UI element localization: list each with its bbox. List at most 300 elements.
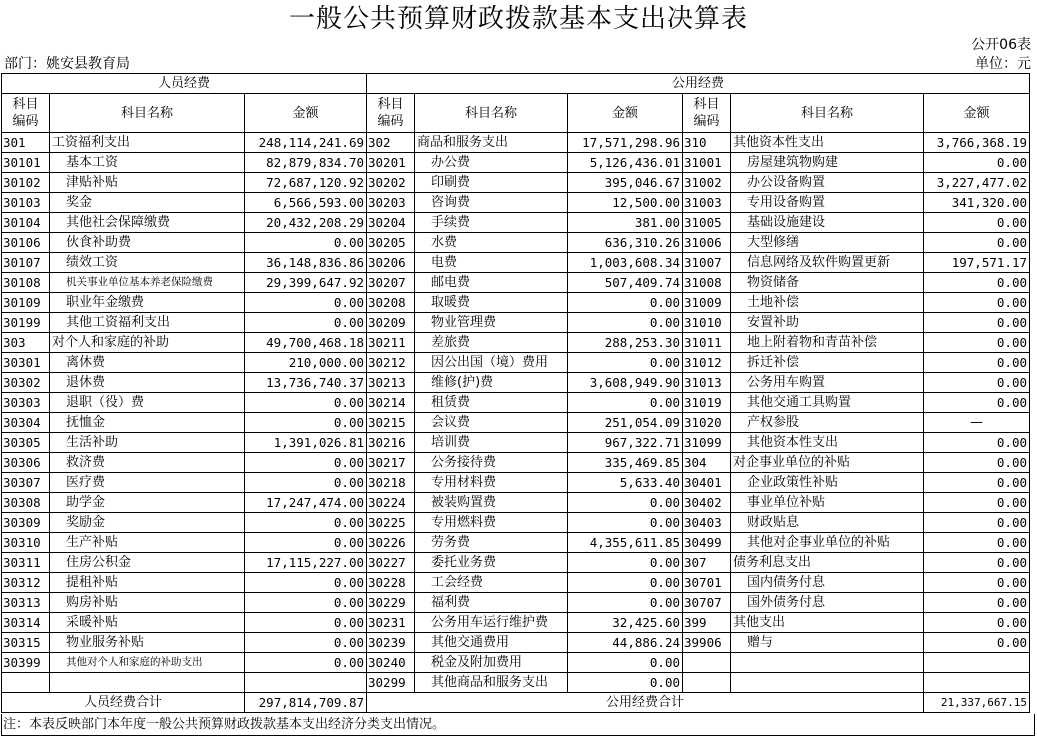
item-name: 公务用车购置 (731, 373, 924, 393)
footnote: 注：本表反映部门本年度一般公共预算财政拨款基本支出经济分类支出情况。 (3, 717, 446, 732)
table-row (2, 413, 1030, 433)
item-name: 债务利息支出 (731, 553, 924, 573)
department-label: 部门：姚安县教育局 (4, 56, 130, 72)
item-name: 奖励金 (50, 513, 245, 533)
item-name: 物业管理费 (415, 313, 568, 333)
item-code: 30313 (2, 593, 50, 613)
item-name: 福利费 (415, 593, 568, 613)
item-code (683, 653, 731, 673)
item-amount: 636,310.26 (568, 233, 683, 253)
item-name: 生产补贴 (50, 533, 245, 553)
table-row (2, 573, 1030, 593)
item-name: 物业服务补贴 (50, 633, 245, 653)
item-code: 30218 (367, 473, 415, 493)
item-amount: 0.00 (245, 613, 367, 633)
item-name: 因公出国（境）费用 (415, 353, 568, 373)
item-amount: 44,886.24 (568, 633, 683, 653)
personnel-total-value: 297,814,709.87 (245, 693, 367, 713)
item-amount (924, 653, 1030, 673)
item-name: 退休费 (50, 373, 245, 393)
item-code: 30307 (2, 473, 50, 493)
item-name: 专用燃料费 (415, 513, 568, 533)
item-name: 公务接待费 (415, 453, 568, 473)
item-amount: 967,322.71 (568, 433, 683, 453)
unit-label: 单位：元 (975, 56, 1031, 72)
item-amount: 0.00 (924, 493, 1030, 513)
item-amount: 5,126,436.01 (568, 153, 683, 173)
table-row (2, 533, 1030, 553)
item-amount: 0.00 (245, 653, 367, 673)
totals-row (2, 693, 1030, 713)
item-code: 30240 (367, 653, 415, 673)
item-amount: 0.00 (924, 353, 1030, 373)
item-code: 30314 (2, 613, 50, 633)
item-amount: 12,500.00 (568, 193, 683, 213)
item-amount: 395,046.67 (568, 173, 683, 193)
item-amount: 0.00 (568, 293, 683, 313)
item-amount: 0.00 (924, 373, 1030, 393)
item-amount: 0.00 (245, 593, 367, 613)
table-row (2, 553, 1030, 573)
item-code: 30214 (367, 393, 415, 413)
item-code: 30227 (367, 553, 415, 573)
item-amount: 0.00 (924, 273, 1030, 293)
item-amount: 0.00 (568, 353, 683, 373)
item-name: 手续费 (415, 213, 568, 233)
item-name: 商品和服务支出 (415, 133, 568, 153)
item-name (731, 653, 924, 673)
item-name: 印刷费 (415, 173, 568, 193)
item-amount: 210,000.00 (245, 353, 367, 373)
item-code: 30202 (367, 173, 415, 193)
item-code: 301 (2, 133, 50, 153)
item-code: 30211 (367, 333, 415, 353)
item-code: 303 (2, 333, 50, 353)
item-name: 地上附着物和青苗补偿 (731, 333, 924, 353)
item-name: 财政贴息 (731, 513, 924, 533)
item-amount: 0.00 (568, 553, 683, 573)
item-name: 水费 (415, 233, 568, 253)
item-code: 30315 (2, 633, 50, 653)
form-number: 公开06表 (971, 37, 1031, 53)
item-code: 30226 (367, 533, 415, 553)
item-name: 物资储备 (731, 273, 924, 293)
item-code: 30102 (2, 173, 50, 193)
item-code: 30231 (367, 613, 415, 633)
item-amount: 5,633.40 (568, 473, 683, 493)
item-amount: 0.00 (245, 513, 367, 533)
item-amount: 72,687,120.92 (245, 173, 367, 193)
code-header-text: 科目 编码 (377, 97, 404, 129)
item-amount: 36,148,836.86 (245, 253, 367, 273)
item-code: 39906 (683, 633, 731, 653)
item-name: 委托业务费 (415, 553, 568, 573)
item-code: 30209 (367, 313, 415, 333)
item-name: 其他交通工具购置 (731, 393, 924, 413)
table-row (2, 473, 1030, 493)
amount-header: 金额 (924, 94, 1030, 133)
item-code: 30402 (683, 493, 731, 513)
item-amount: 13,736,740.37 (245, 373, 367, 393)
item-amount: 1,391,026.81 (245, 433, 367, 453)
item-name: 专用材料费 (415, 473, 568, 493)
item-amount: 341,320.00 (924, 193, 1030, 213)
item-name: 其他社会保障缴费 (50, 213, 245, 233)
item-code: 30399 (2, 653, 50, 673)
item-name: 机关事业单位基本养老保险缴费 (50, 273, 245, 293)
item-amount: 0.00 (924, 513, 1030, 533)
item-amount: 0.00 (924, 313, 1030, 333)
item-name: 其他交通费用 (415, 633, 568, 653)
expenditure-table (1, 73, 1030, 713)
personnel-total-label: 人员经费合计 (2, 693, 245, 713)
table-row (2, 173, 1030, 193)
item-amount: 0.00 (924, 453, 1030, 473)
name-header: 科目名称 (415, 94, 568, 133)
item-code: 31006 (683, 233, 731, 253)
item-amount: 0.00 (245, 293, 367, 313)
item-amount: 0.00 (924, 573, 1030, 593)
item-amount (245, 673, 367, 693)
item-name: 津贴补贴 (50, 173, 245, 193)
code-header (683, 94, 731, 133)
table-row (2, 673, 1030, 693)
personnel-header: 人员经费 (2, 74, 367, 94)
item-name: 取暖费 (415, 293, 568, 313)
item-code: 30303 (2, 393, 50, 413)
item-amount: 0.00 (245, 473, 367, 493)
table-row (2, 493, 1030, 513)
item-name: 办公设备购置 (731, 173, 924, 193)
item-code: 307 (683, 553, 731, 573)
item-code: 30204 (367, 213, 415, 233)
item-amount: 0.00 (924, 553, 1030, 573)
item-code: 30229 (367, 593, 415, 613)
item-amount: 0.00 (924, 213, 1030, 233)
item-amount: 1,003,608.34 (568, 253, 683, 273)
item-amount: 0.00 (245, 453, 367, 473)
item-amount: 0.00 (568, 593, 683, 613)
item-amount: 6,566,593.00 (245, 193, 367, 213)
item-name: 赠与 (731, 633, 924, 653)
item-amount: 0.00 (924, 153, 1030, 173)
table-row (2, 253, 1030, 273)
item-code: 31003 (683, 193, 731, 213)
item-code: 31005 (683, 213, 731, 233)
item-name: 维修(护)费 (415, 373, 568, 393)
item-name: 职业年金缴费 (50, 293, 245, 313)
code-header-text: 科目 编码 (12, 97, 39, 129)
item-amount: 0.00 (924, 393, 1030, 413)
item-amount: 0.00 (924, 613, 1030, 633)
item-code: 30304 (2, 413, 50, 433)
item-code: 31001 (683, 153, 731, 173)
item-code: 30201 (367, 153, 415, 173)
item-code: 30228 (367, 573, 415, 593)
item-name: 劳务费 (415, 533, 568, 553)
table-row (2, 313, 1030, 333)
item-name: 其他对个人和家庭的补助支出 (50, 653, 245, 673)
item-code: 30109 (2, 293, 50, 313)
table-row (2, 613, 1030, 633)
item-amount: 0.00 (245, 413, 367, 433)
public-header: 公用经费 (367, 74, 1030, 94)
item-name: 产权参股 (731, 413, 924, 433)
item-amount: 0.00 (568, 673, 683, 693)
item-amount: 0.00 (568, 513, 683, 533)
item-code: 30205 (367, 233, 415, 253)
table-row (2, 373, 1030, 393)
item-code: 31002 (683, 173, 731, 193)
item-amount: 251,054.09 (568, 413, 683, 433)
item-code: 31007 (683, 253, 731, 273)
item-code: 30106 (2, 233, 50, 253)
item-amount: 335,469.85 (568, 453, 683, 473)
item-name: 咨询费 (415, 193, 568, 213)
item-code: 30217 (367, 453, 415, 473)
item-name: 住房公积金 (50, 553, 245, 573)
table-row (2, 273, 1030, 293)
item-code: 30312 (2, 573, 50, 593)
item-amount: 507,409.74 (568, 273, 683, 293)
item-code: 30104 (2, 213, 50, 233)
item-code: 30215 (367, 413, 415, 433)
public-total-value: 21,337,667.15 (924, 693, 1030, 713)
item-name: 奖金 (50, 193, 245, 213)
item-amount: 381.00 (568, 213, 683, 233)
item-name: 基础设施建设 (731, 213, 924, 233)
item-name: 培训费 (415, 433, 568, 453)
name-header: 科目名称 (731, 94, 924, 133)
item-amount: 0.00 (924, 233, 1030, 253)
item-amount: — (924, 413, 1030, 433)
amount-header: 金额 (245, 94, 367, 133)
item-name: 生活补助 (50, 433, 245, 453)
table-row (2, 213, 1030, 233)
item-code: 30224 (367, 493, 415, 513)
item-code: 30216 (367, 433, 415, 453)
item-name: 离休费 (50, 353, 245, 373)
item-amount: 3,766,368.19 (924, 133, 1030, 153)
code-header-text: 科目 编码 (693, 97, 720, 129)
item-amount: 0.00 (924, 333, 1030, 353)
item-code: 30212 (367, 353, 415, 373)
item-code: 31008 (683, 273, 731, 293)
table-row (2, 453, 1030, 473)
item-name: 房屋建筑物购建 (731, 153, 924, 173)
item-amount: 17,247,474.00 (245, 493, 367, 513)
name-header: 科目名称 (50, 94, 245, 133)
item-code (683, 673, 731, 693)
table-row (2, 393, 1030, 413)
item-code: 30302 (2, 373, 50, 393)
table-row (2, 433, 1030, 453)
item-name: 大型修缮 (731, 233, 924, 253)
item-code: 399 (683, 613, 731, 633)
item-name: 工会经费 (415, 573, 568, 593)
item-name: 基本工资 (50, 153, 245, 173)
item-code: 30301 (2, 353, 50, 373)
item-code: 30206 (367, 253, 415, 273)
item-code (2, 673, 50, 693)
item-amount: 20,432,208.29 (245, 213, 367, 233)
item-amount: 0.00 (568, 653, 683, 673)
item-code: 30103 (2, 193, 50, 213)
item-name: 专用设备购置 (731, 193, 924, 213)
item-amount: 288,253.30 (568, 333, 683, 353)
item-name: 其他对企事业单位的补贴 (731, 533, 924, 553)
item-name: 其他工资福利支出 (50, 313, 245, 333)
item-name: 被装购置费 (415, 493, 568, 513)
item-amount: 29,399,647.92 (245, 273, 367, 293)
item-amount: 0.00 (924, 633, 1030, 653)
item-amount: 0.00 (568, 393, 683, 413)
item-name: 抚恤金 (50, 413, 245, 433)
item-name: 租赁费 (415, 393, 568, 413)
item-code: 30306 (2, 453, 50, 473)
table-row (2, 153, 1030, 173)
item-amount: 3,227,477.02 (924, 173, 1030, 193)
table-row (2, 133, 1030, 153)
item-name: 采暖补贴 (50, 613, 245, 633)
item-code: 30299 (367, 673, 415, 693)
item-amount: 0.00 (245, 633, 367, 653)
item-code: 31012 (683, 353, 731, 373)
item-amount: 32,425.60 (568, 613, 683, 633)
item-name: 其他支出 (731, 613, 924, 633)
item-code: 30707 (683, 593, 731, 613)
item-code: 30203 (367, 193, 415, 213)
item-code: 30701 (683, 573, 731, 593)
item-amount: 197,571.17 (924, 253, 1030, 273)
item-amount: 0.00 (245, 233, 367, 253)
item-amount: 248,114,241.69 (245, 133, 367, 153)
item-code: 31099 (683, 433, 731, 453)
item-amount: 0.00 (245, 393, 367, 413)
item-amount (924, 673, 1030, 693)
item-name: 其他资本性支出 (731, 433, 924, 453)
item-code: 31013 (683, 373, 731, 393)
item-name: 医疗费 (50, 473, 245, 493)
item-name: 电费 (415, 253, 568, 273)
item-amount: 0.00 (568, 493, 683, 513)
item-code: 30239 (367, 633, 415, 653)
item-amount: 0.00 (245, 313, 367, 333)
item-name: 公务用车运行维护费 (415, 613, 568, 633)
item-code: 30311 (2, 553, 50, 573)
item-amount: 0.00 (924, 593, 1030, 613)
table-row (2, 633, 1030, 653)
item-name: 事业单位补贴 (731, 493, 924, 513)
item-name: 对个人和家庭的补助 (50, 333, 245, 353)
item-code: 31011 (683, 333, 731, 353)
item-code: 302 (367, 133, 415, 153)
table-row (2, 653, 1030, 673)
item-name: 绩效工资 (50, 253, 245, 273)
item-name (50, 673, 245, 693)
item-amount: 82,879,834.70 (245, 153, 367, 173)
item-name: 邮电费 (415, 273, 568, 293)
item-code: 30403 (683, 513, 731, 533)
item-name (731, 673, 924, 693)
table-row (2, 193, 1030, 213)
item-amount: 49,700,468.18 (245, 333, 367, 353)
item-amount: 17,115,227.00 (245, 553, 367, 573)
item-name: 工资福利支出 (50, 133, 245, 153)
amount-header: 金额 (568, 94, 683, 133)
item-code: 310 (683, 133, 731, 153)
table-row (2, 293, 1030, 313)
item-amount: 4,355,611.85 (568, 533, 683, 553)
item-amount: 0.00 (245, 533, 367, 553)
item-name: 其他商品和服务支出 (415, 673, 568, 693)
item-code: 30208 (367, 293, 415, 313)
table-body (2, 74, 1030, 713)
column-header-row (2, 94, 1030, 133)
item-name: 会议费 (415, 413, 568, 433)
item-code: 30107 (2, 253, 50, 273)
item-code: 30401 (683, 473, 731, 493)
item-code: 30225 (367, 513, 415, 533)
item-name: 购房补贴 (50, 593, 245, 613)
item-amount: 0.00 (568, 313, 683, 333)
item-code: 31010 (683, 313, 731, 333)
item-code: 31020 (683, 413, 731, 433)
item-name: 伙食补助费 (50, 233, 245, 253)
table-row (2, 593, 1030, 613)
item-amount: 17,571,298.96 (568, 133, 683, 153)
item-code: 30207 (367, 273, 415, 293)
item-code: 30213 (367, 373, 415, 393)
item-amount: 0.00 (924, 473, 1030, 493)
item-amount: 0.00 (924, 293, 1030, 313)
item-name: 救济费 (50, 453, 245, 473)
item-code: 31009 (683, 293, 731, 313)
item-name: 国外债务付息 (731, 593, 924, 613)
item-name: 差旅费 (415, 333, 568, 353)
item-code: 304 (683, 453, 731, 473)
code-header (367, 94, 415, 133)
item-code: 30499 (683, 533, 731, 553)
item-name: 信息网络及软件购置更新 (731, 253, 924, 273)
item-name: 企业政策性补贴 (731, 473, 924, 493)
item-name: 税金及附加费用 (415, 653, 568, 673)
item-code: 30108 (2, 273, 50, 293)
item-name: 国内债务付息 (731, 573, 924, 593)
item-amount: 3,608,949.90 (568, 373, 683, 393)
item-name: 对企事业单位的补贴 (731, 453, 924, 473)
item-amount: 0.00 (568, 573, 683, 593)
item-code: 30308 (2, 493, 50, 513)
item-name: 退职（役）费 (50, 393, 245, 413)
item-code: 31019 (683, 393, 731, 413)
code-header (2, 94, 50, 133)
table-row (2, 333, 1030, 353)
item-code: 30101 (2, 153, 50, 173)
page-title: 一般公共预算财政拨款基本支出决算表 (288, 4, 748, 34)
item-code: 30309 (2, 513, 50, 533)
item-amount: 0.00 (245, 573, 367, 593)
item-code: 30199 (2, 313, 50, 333)
item-name: 安置补助 (731, 313, 924, 333)
item-code: 30305 (2, 433, 50, 453)
item-name: 土地补偿 (731, 293, 924, 313)
item-name: 办公费 (415, 153, 568, 173)
table-row (2, 233, 1030, 253)
item-name: 助学金 (50, 493, 245, 513)
group-header-row (2, 74, 1030, 94)
item-amount: 0.00 (924, 433, 1030, 453)
